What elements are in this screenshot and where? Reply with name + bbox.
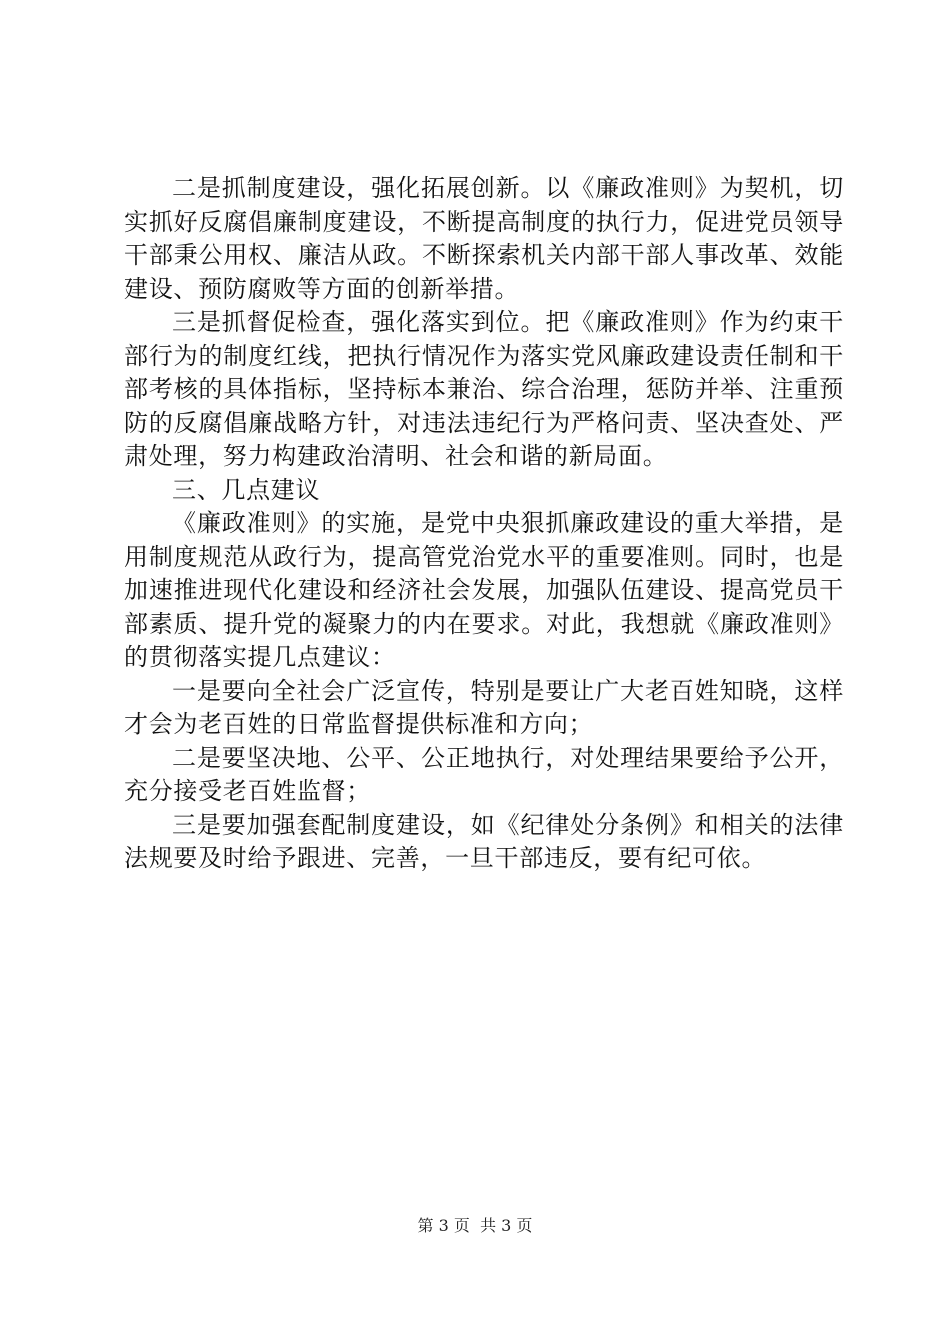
paragraph-suggestion-enforcement: 二是要坚决地、公平、公正地执行，对处理结果要给予公开，充分接受老百姓监督；	[124, 743, 844, 805]
paragraph-suggestions-intro: 《廉政准则》的实施，是党中央狠抓廉政建设的重大举措，是用制度规范从政行为，提高管党治党水平的重要准则。同时，也是加速推进现代化建设和经济社会发展，加强队伍建设、提高党员干部素质、提升党的凝聚力的内在要求。对此，我想就《廉政准则》的贯彻落实提几点建议：	[124, 509, 844, 671]
paragraph-institution-building: 二是抓制度建设，强化拓展创新。以《廉政准则》为契机，切实抓好反腐倡廉制度建设，不断提高制度的执行力，促进党员领导干部秉公用权、廉洁从政。不断探索机关内部干部人事改革、效能建设、预防腐败等方面的创新举措。	[124, 174, 844, 303]
document-body	[124, 172, 844, 876]
paragraph-supervision-inspection: 三是抓督促检查，强化落实到位。把《廉政准则》作为约束干部行为的制度红线，把执行情况作为落实党风廉政建设责任制和干部考核的具体指标，坚持标本兼治、综合治理，惩防并举、注重预防的反腐倡廉战略方针，对违法违纪行为严格问责、坚决查处、严肃处理，努力构建政治清明、社会和谐的新局面。	[124, 308, 844, 470]
page-footer: 第 3 页 共 3 页	[417, 1216, 533, 1235]
paragraph-suggestion-supporting-rules: 三是要加强套配制度建设，如《纪律处分条例》和相关的法律法规要及时给予跟进、完善，一旦干部违反，要有纪可依。	[124, 810, 844, 872]
section-heading-suggestions: 三、几点建议	[172, 475, 321, 504]
paragraph-suggestion-publicity: 一是要向全社会广泛宣传，特别是要让广大老百姓知晓，这样才会为老百姓的日常监督提供标准和方向；	[124, 676, 844, 738]
